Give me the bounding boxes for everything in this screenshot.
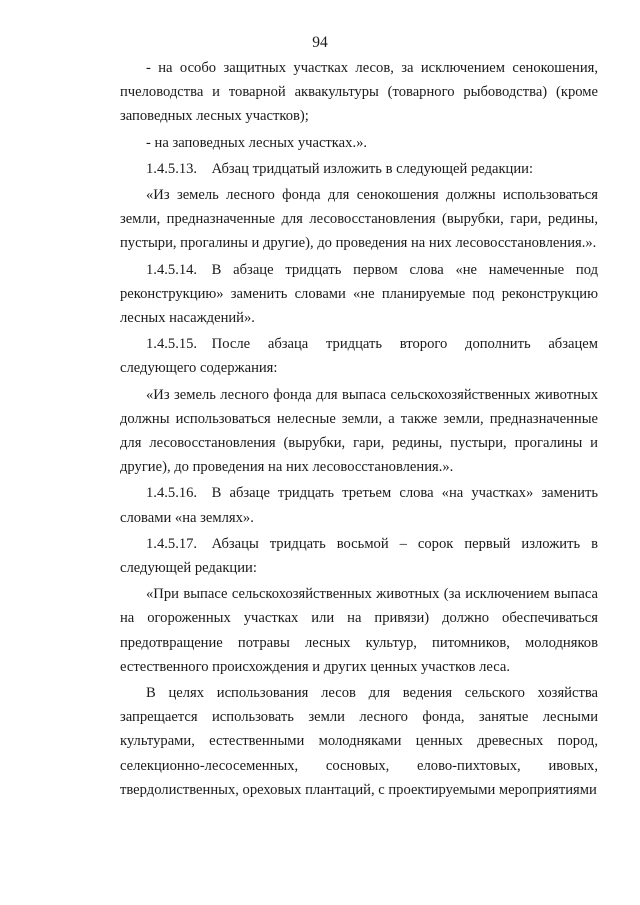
- paragraph-grazing-quote: «Из земель лесного фонда для выпаса сельскохозяйственных животных должны использоваться нелесные земли, а также земли, предназначенные для лесовосстановления (вырубки, гари, редины, пустыри, прогалины и другие), до проведения на них лесовосстановления.».: [120, 386, 598, 476]
- paragraph-item-1-4-5-17: 1.4.5.17. Абзацы тридцать восьмой – сорок первый изложить в следующей редакции:: [120, 535, 598, 577]
- paragraph-item-1-4-5-14: 1.4.5.14. В абзаце тридцать первом слова «не намеченные под реконструкцию» заменить словами «не планируемые под реконструкцию лесных насаждений».: [120, 261, 598, 327]
- paragraph-item-1-4-5-16: 1.4.5.16. В абзаце тридцать третьем слова «на участках» заменить словами «на землях».: [120, 485, 598, 526]
- paragraph-protective-areas: - на особо защитных участках лесов, за исключением сенокошения, пчеловодства и товарной аквакультуры (товарного рыбоводства) (кроме заповедных лесных участков);: [120, 60, 598, 125]
- document-body: [120, 56, 598, 802]
- page-number: 94: [312, 34, 328, 51]
- paragraph-agriculture-prohibition: В целях использования лесов для ведения сельского хозяйства запрещается использовать земли лесного фонда, занятые лесными культурами, естественными молодняками ценных древесных пород, селекционно-лесосеменных, сосновых, елово-пихтовых, ивовых, твердолиственных, ореховых плантаций, с проектируемыми мероприятиями: [120, 685, 598, 798]
- paragraph-grazing-prevention-quote: «При выпасе сельскохозяйственных животных (за исключением выпаса на огороженных участках или на привязи) должно обеспечиваться предотвращение потравы лесных культур, питомников, молодняков естественного происхождения и других ценных участков леса.: [120, 586, 598, 675]
- paragraph-item-1-4-5-13: 1.4.5.13. Абзац тридцатый изложить в следующей редакции:: [146, 160, 534, 177]
- paragraph-reserved-areas: - на заповедных лесных участках.».: [146, 134, 368, 151]
- paragraph-haymaking-quote: «Из земель лесного фонда для сенокошения должны использоваться земли, предназначенные для лесовосстановления (вырубки, гари, редины, пустыри, прогалины и другие), до проведения на них лесовосстановления.».: [120, 187, 598, 252]
- paragraph-item-1-4-5-15: 1.4.5.15. После абзаца тридцать второго дополнить абзацем следующего содержания:: [120, 336, 598, 377]
